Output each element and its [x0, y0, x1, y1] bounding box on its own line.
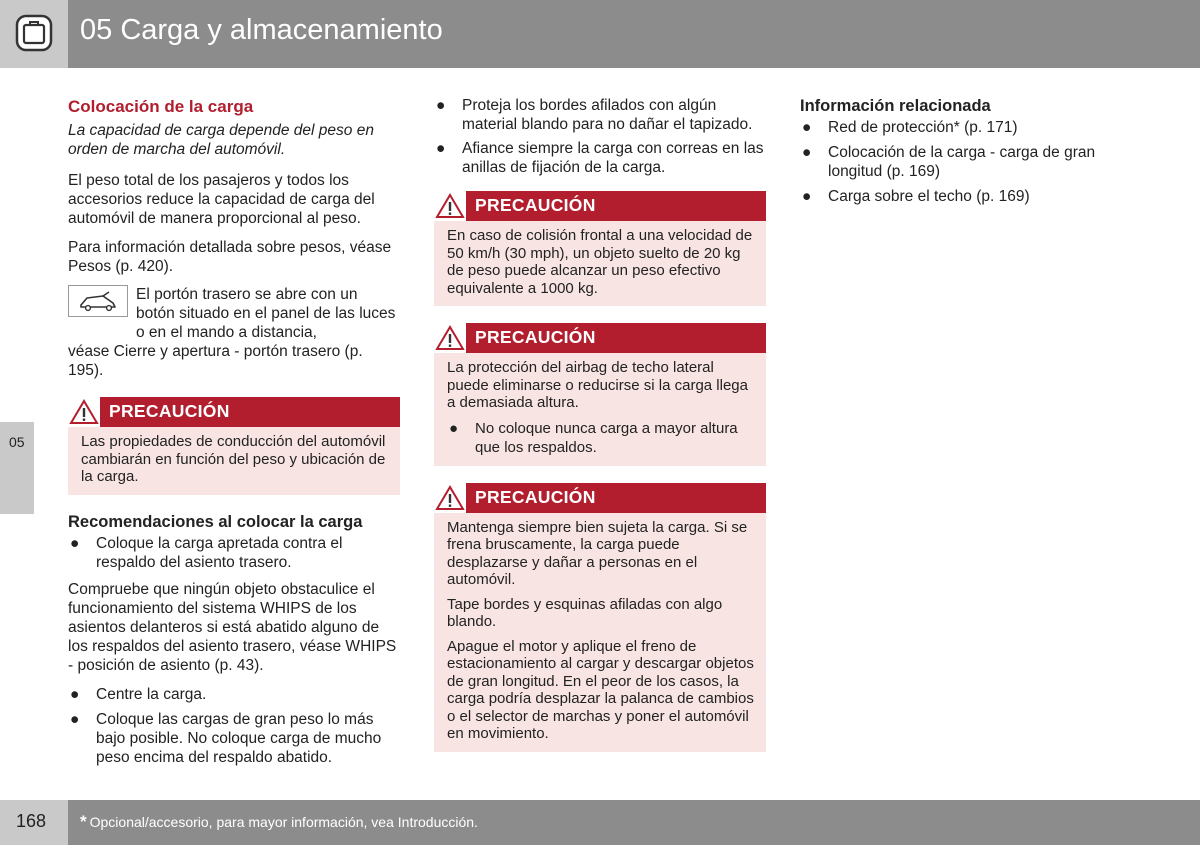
list-item: ● Centre la carga.	[70, 685, 207, 703]
paragraph: véase Cierre y apertura - portón trasero (p. 195).	[68, 343, 363, 379]
warning-title: PRECAUCIÓN	[475, 195, 596, 215]
warning-box	[434, 323, 766, 466]
related-links-list	[800, 118, 1132, 206]
warning-body	[434, 353, 766, 466]
list-item-text: Coloque las cargas de gran peso lo más bajo posible. No coloque carga de mucho peso encima del respaldo abatido.	[96, 710, 382, 766]
warning-box	[434, 191, 766, 306]
warning-title: PRECAUCIÓN	[109, 401, 230, 421]
paragraph: Para información detallada sobre pesos, véase Pesos (p. 420).	[68, 239, 392, 275]
list-item-text: Centre la carga.	[96, 685, 207, 703]
list-item-text: Afiance siempre la carga con correas en las anillas de fijación de la carga.	[462, 140, 764, 176]
section-title: Colocación de la carga	[68, 97, 254, 116]
list-item-text: No coloque nunca carga a mayor altura que los respaldos.	[475, 419, 738, 456]
warning-text: Las propiedades de conducción del automóvil cambiarán en función del peso y ubicación de la carga.	[81, 433, 386, 485]
warning-text: Tape bordes y esquinas afiladas con algo blando.	[447, 595, 723, 630]
tailgate-open-icon	[68, 285, 128, 317]
warning-box	[68, 397, 400, 495]
warning-text: La protección del airbag de techo lateral puede eliminarse o reducirse si la carga llega a demasiada altura.	[447, 359, 748, 411]
warning-triangle-icon	[68, 397, 100, 427]
bullet-list	[447, 419, 754, 457]
intro-text: La capacidad de carga depende del peso en orden de marcha del automóvil.	[68, 122, 374, 158]
subheading: Recomendaciones al colocar la carga	[68, 512, 363, 531]
luggage-icon	[14, 13, 54, 53]
warning-text: Mantenga siempre bien sujeta la carga. Si se frena bruscamente, la carga puede desplazarse y dañar a personas en el automóvil.	[447, 518, 748, 588]
list-item-text: Proteja los bordes afilados con algún material blando para no dañar el tapizado.	[462, 97, 753, 133]
warning-header	[68, 397, 400, 427]
column-2	[434, 96, 766, 766]
warning-box	[434, 483, 766, 752]
list-item-text: Coloque la carga apretada contra el respaldo del asiento trasero.	[96, 534, 343, 571]
related-link-text[interactable]: Red de protección* (p. 171)	[828, 119, 1018, 136]
related-link[interactable]: ● Colocación de la carga - carga de gran longitud (p. 169)	[802, 144, 1096, 180]
list-item: ● Coloque la carga apretada contra el respaldo del asiento trasero.	[70, 534, 343, 571]
warning-header	[434, 323, 766, 353]
warning-triangle-icon	[434, 323, 466, 353]
warning-body	[434, 513, 766, 752]
warning-triangle-icon	[434, 191, 466, 221]
footnote	[80, 812, 478, 832]
chapter-title: 05 Carga y almacenamiento	[80, 14, 443, 46]
column-1	[68, 97, 400, 775]
warning-title: PRECAUCIÓN	[475, 327, 596, 347]
chapter-tab-label: 05	[9, 434, 25, 450]
warning-body	[68, 427, 400, 495]
list-item: ● Afiance siempre la carga con correas en las anillas de fijación de la carga.	[436, 140, 764, 176]
warning-triangle-icon	[434, 483, 466, 513]
column-3	[800, 97, 1132, 214]
paragraph: El peso total de los pasajeros y todos los accesorios reduce la capacidad de carga del automóvil de manera proporcional al peso.	[68, 172, 375, 227]
list-item: ● Coloque las cargas de gran peso lo más bajo posible. No coloque carga de mucho peso encima del respaldo abatido.	[70, 710, 382, 766]
related-link[interactable]: ● Carga sobre el techo (p. 169)	[802, 188, 1030, 205]
related-info-heading: Información relacionada	[800, 97, 991, 115]
paragraph: El portón trasero se abre con un botón situado en el panel de las luces o en el mando a distancia,	[136, 286, 396, 341]
chapter-side-tab	[0, 422, 34, 514]
list-item: ● Proteja los bordes afilados con algún material blando para no dañar el tapizado.	[436, 97, 753, 133]
paragraph: Compruebe que ningún objeto obstaculice el funcionamiento del sistema WHIPS de los asientos delanteros si está abatido alguno de los respaldos del asiento trasero, véase WHIPS - posición de asiento (p. 43).	[68, 580, 397, 674]
header-icon-block	[0, 0, 68, 68]
warning-body	[434, 221, 766, 306]
related-link-text[interactable]: Carga sobre el techo (p. 169)	[828, 188, 1030, 205]
related-link[interactable]: ● Red de protección* (p. 171)	[802, 119, 1018, 136]
footnote-marker: *	[80, 812, 87, 831]
bullet-list	[68, 685, 400, 767]
tailgate-paragraph	[68, 285, 400, 342]
bullet-list	[68, 534, 400, 572]
warning-header	[434, 191, 766, 221]
list-item: ● No coloque nunca carga a mayor altura que los respaldos.	[449, 419, 738, 456]
bullet-list	[434, 96, 766, 177]
warning-header	[434, 483, 766, 513]
warning-text: Apague el motor y aplique el freno de estacionamiento al cargar y descargar objetos de gran longitud. En el peor de los casos, la carga podría desplazar la palanca de cambios o el selector de marchas y poner el automóvil en movimiento.	[447, 637, 754, 742]
warning-title: PRECAUCIÓN	[475, 486, 596, 507]
warning-text: En caso de colisión frontal a una velocidad de 50 km/h (30 mph), un objeto suelto de 20 kg de peso puede alcanzar un peso efectivo equivalente a 1000 kg.	[447, 227, 753, 297]
related-link-text[interactable]: Colocación de la carga - carga de gran longitud (p. 169)	[828, 144, 1096, 180]
page-number: 168	[16, 811, 47, 831]
footnote-text: Opcional/accesorio, para mayor información, vea Introducción.	[89, 814, 478, 830]
